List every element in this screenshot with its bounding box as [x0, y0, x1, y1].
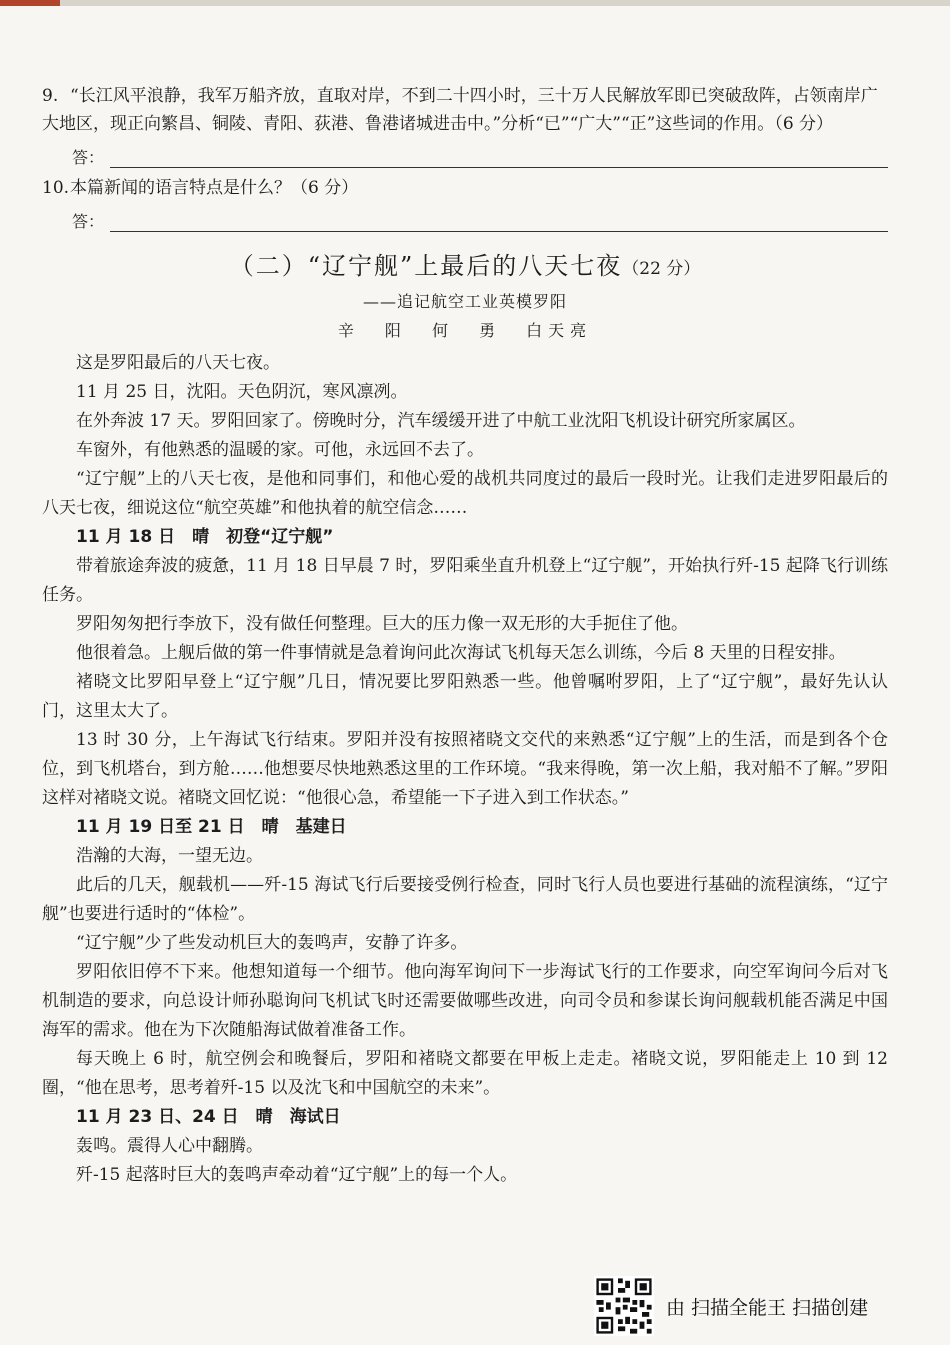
qr-code-icon: [594, 1276, 654, 1336]
article-paragraph: 轰鸣。震得人心中翻腾。: [76, 1136, 263, 1156]
article-title: [42, 246, 888, 281]
answer-label: 答：: [72, 148, 105, 167]
article-paragraph: 这是罗阳最后的八天七夜。: [76, 353, 280, 373]
question-number: 9.: [42, 86, 59, 106]
article-paragraph: 11 月 25 日，沈阳。天色阴沉，寒风凛冽。: [76, 382, 408, 402]
article-paragraph: 带着旅途奔波的疲惫，11 月 18 日早晨 7 时，罗阳乘坐直升机登上“辽宁舰”，开始执行歼-15 起降飞行训练任务。: [42, 556, 888, 605]
article-authors: 辛 阳 何 勇 白天亮: [337, 321, 593, 340]
scanner-watermark-text: 由 扫描全能王 扫描创建: [666, 1296, 869, 1319]
answer-label: 答：: [72, 212, 105, 231]
article-paragraph: 褚晓文比罗阳早登上“辽宁舰”几日，情况要比罗阳熟悉一些。他曾嘱咐罗阳，上了“辽宁舰”，最好先认认门，这里太大了。: [42, 672, 888, 721]
answer-line: [110, 145, 888, 168]
article-paragraph: 此后的几天，舰载机——歼-15 海试飞行后要接受例行检查，同时飞行人员也要进行基础的流程演练，“辽宁舰”也要进行适时的“体检”。: [42, 875, 888, 924]
article-paragraph: 13 时 30 分，上午海试飞行结束。罗阳并没有按照褚晓文交代的来熟悉“辽宁舰”上的生活，而是到各个仓位，到飞机塔台，到方舱……他想要尽快地熟悉这里的工作环境。“我来得晚，第一次上船，我对船不了解。”罗阳这样对褚晓文说。褚晓文回忆说：“他很心急，希望能一下子进入到工作状态。”: [42, 730, 888, 808]
question-10: [42, 174, 888, 232]
section-heading: 11 月 23 日、24 日 晴 海试日: [76, 1107, 341, 1127]
article-paragraph: 罗阳匆匆把行李放下，没有做任何整理。巨大的压力像一双无形的大手扼住了他。: [76, 614, 688, 634]
article-paragraph: 罗阳依旧停不下来。他想知道每一个细节。他向海军询问下一步海试飞行的工作要求，向空军询问今后对飞机制造的要求，向总设计师孙聪询问飞机试飞时还需要做哪些改进，向司令员和参谋长询问舰载机能否满足中国海军的需求。他在为下次随船海试做着准备工作。: [42, 962, 888, 1040]
article-paragraph: 歼-15 起落时巨大的轰鸣声牵动着“辽宁舰”上的每一个人。: [76, 1165, 518, 1185]
article-paragraph: 浩瀚的大海，一望无边。: [76, 846, 263, 866]
question-text: “长江风平浪静，我军万船齐放，直取对岸，不到二十四小时，三十万人民解放军即已突破敌阵，占领南岸广大地区，现正向繁昌、铜陵、青阳、荻港、鲁港诸城进击中。”分析“已”“广大”“正”这些词的作用。（6 分）: [42, 86, 878, 134]
article-paragraph: 每天晚上 6 时，航空例会和晚餐后，罗阳和褚晓文都要在甲板上走走。褚晓文说，罗阳能走上 10 到 12 圈，“他在思考，思考着歼-15 以及沈飞和中国航空的未来”。: [42, 1049, 888, 1098]
section-heading: 11 月 18 日 晴 初登“辽宁舰”: [76, 527, 334, 547]
question-number: 10.: [42, 178, 70, 198]
answer-row: [42, 138, 888, 168]
answer-row: [42, 202, 888, 232]
exam-page: [42, 82, 888, 1190]
article-score: （22 分）: [622, 259, 701, 279]
scanner-footer: [594, 1276, 868, 1336]
article-paragraph: “辽宁舰”上的八天七夜，是他和同事们，和他心爱的战机共同度过的最后一段时光。让我们走进罗阳最后的八天七夜，细说这位“航空英雄”和他执着的航空信念……: [42, 469, 888, 518]
article-title-text: （二）“辽宁舰”上最后的八天七夜: [229, 252, 623, 280]
article-subtitle: ——追记航空工业英模罗阳: [362, 292, 567, 311]
article-paragraph: 他很着急。上舰后做的第一件事情就是急着询问此次海试飞机每天怎么训练，今后 8 天里的日程安排。: [76, 643, 846, 663]
question-9: [42, 82, 888, 168]
question-text: 本篇新闻的语言特点是什么？（6 分）: [70, 178, 359, 198]
article-paragraph: “辽宁舰”少了些发动机巨大的轰鸣声，安静了许多。: [76, 933, 468, 953]
article-paragraph: 在外奔波 17 天。罗阳回家了。傍晚时分，汽车缓缓开进了中航工业沈阳飞机设计研究所家属区。: [76, 411, 806, 431]
section-heading: 11 月 19 日至 21 日 晴 基建日: [76, 817, 347, 837]
article-paragraph: 车窗外，有他熟悉的温暖的家。可他，永远回不去了。: [76, 440, 484, 460]
page-top-edge: [0, 0, 950, 6]
answer-line: [110, 209, 888, 232]
article-body: [42, 349, 888, 1190]
